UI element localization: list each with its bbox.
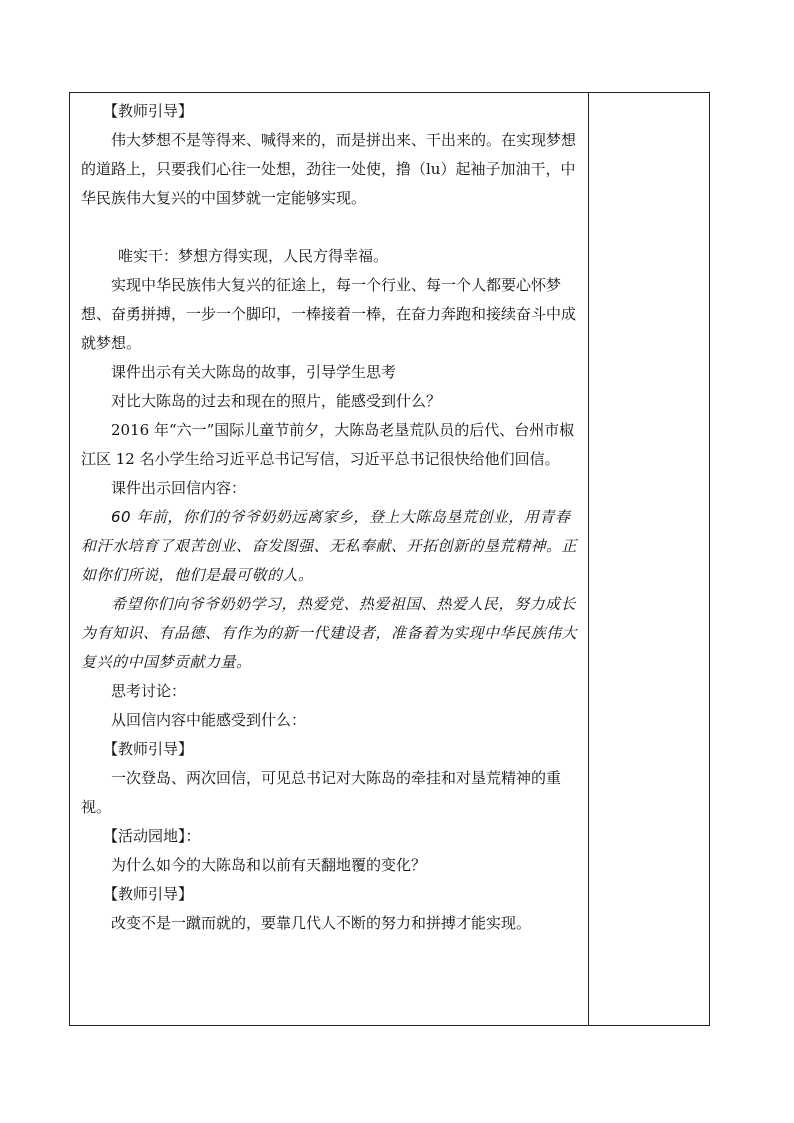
teacher-guide-heading: 【教师引导】	[103, 102, 194, 120]
paragraph-rejuvenation: 实现中华民族伟大复兴的征途上，每一个行业、每一个人都要心怀梦想、奋勇拼搏，一步一个脚印，一棒接着一棒，在奋力奔跑和接续奋斗中成就梦想。	[81, 276, 577, 352]
paragraph-conclusion: 改变不是一蹴而就的，要靠几代人不断的努力和拼搏才能实现。	[111, 914, 532, 932]
paragraph-courseware-story: 课件出示有关大陈岛的故事，引导学生思考	[111, 363, 397, 381]
reply-letter-paragraph-2: 希望你们向爷爷奶奶学习，热爱党、热爱祖国、热爱人民，努力成长为有知识、有品德、有作为的新一代建设者，准备着为实现中华民族伟大复兴的中国梦贡献力量。	[81, 595, 578, 671]
paragraph-compare-photos: 对比大陈岛的过去和现在的照片，能感受到什么？	[111, 392, 442, 410]
paragraph-shigan: 唯实干：梦想方得实现，人民方得幸福。	[118, 247, 389, 265]
lesson-table	[69, 92, 710, 1026]
paragraph-discussion-question: 从回信内容中能感受到什么：	[111, 711, 307, 729]
paragraph-activity-question: 为什么如今的大陈岛和以前有天翻地覆的变化？	[111, 856, 427, 874]
teacher-guide-heading-3: 【教师引导】	[103, 885, 194, 903]
teacher-guide-heading-2: 【教师引导】	[103, 740, 194, 758]
lesson-content-cell	[81, 97, 581, 938]
blank-line	[81, 213, 581, 242]
paragraph-discussion: 思考讨论：	[111, 682, 187, 700]
paragraph-visit: 一次登岛、两次回信，可见总书记对大陈岛的牵挂和对垦荒精神的重视。	[81, 769, 562, 816]
column-divider	[588, 93, 589, 1025]
activity-heading: 【活动园地】：	[103, 827, 201, 845]
paragraph-dream: 伟大梦想不是等得来、喊得来的，而是拼出来、干出来的。在实现梦想的道路上，只要我们心往一处想，劲往一处使，撸（lu）起袖子加油干，中华民族伟大复兴的中国梦就一定能够实现。	[81, 131, 577, 207]
paragraph-reply-content: 课件出示回信内容：	[111, 479, 247, 497]
paragraph-letter-2016: 2016 年“六一”国际儿童节前夕，大陈岛老垦荒队员的后代、台州市椒江区 12 名小学生给习近平总书记写信，习近平总书记很快给他们回信。	[81, 421, 575, 468]
reply-letter-paragraph-1: 60 年前，你们的爷爷奶奶远离家乡，登上大陈岛垦荒创业，用青春和汗水培育了艰苦创业、奋发图强、无私奉献、开拓创新的垦荒精神。正如你们所说，他们是最可敬的人。	[81, 508, 578, 584]
